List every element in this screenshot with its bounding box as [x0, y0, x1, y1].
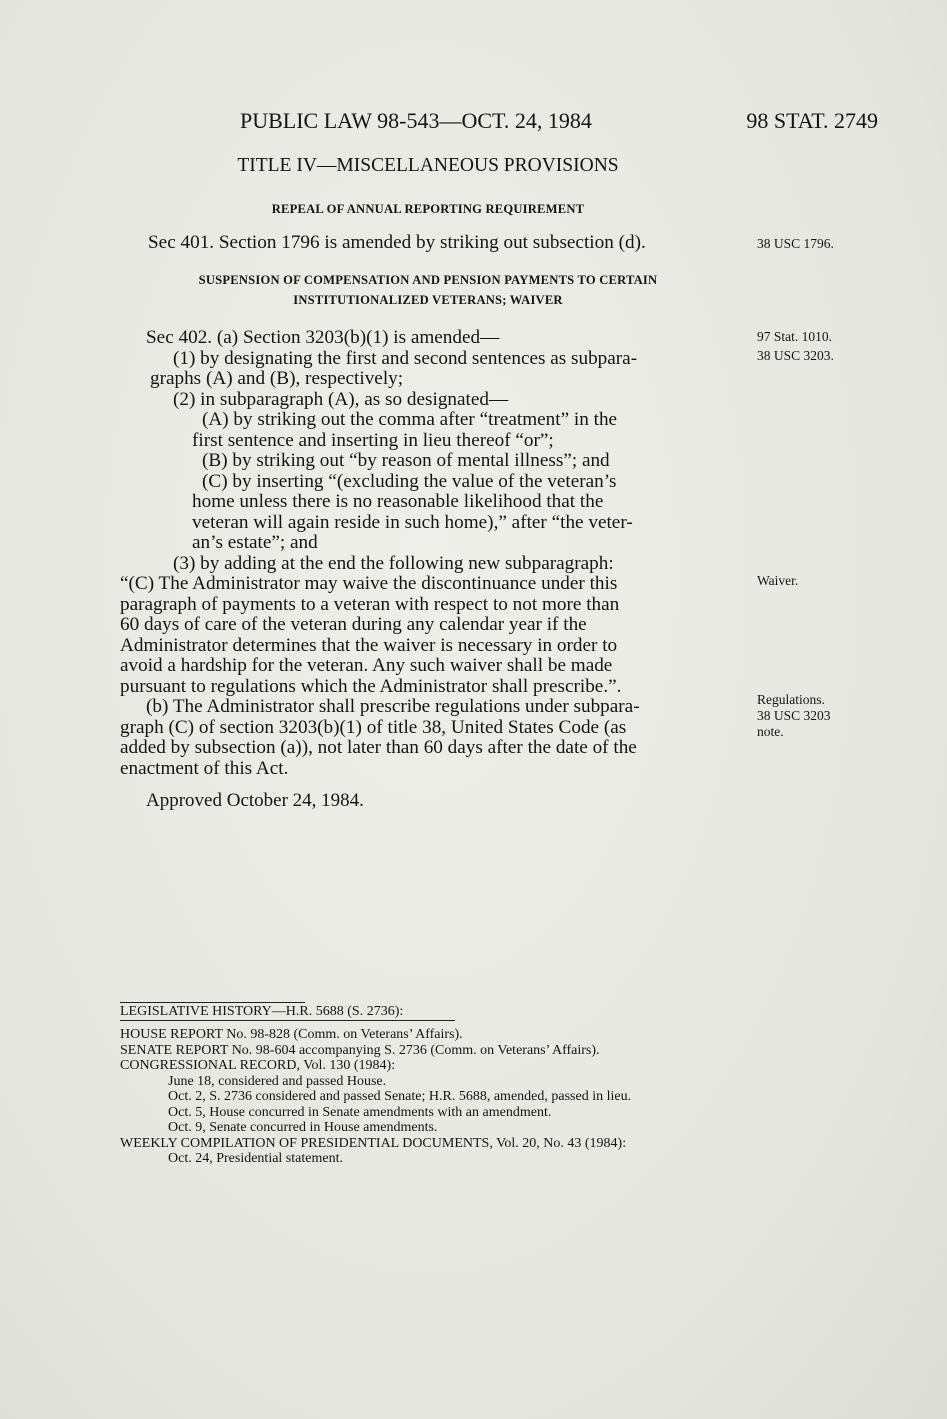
legislative-history: [120, 1027, 760, 1167]
section-402: [120, 328, 736, 779]
margin-note-97-stat-1010: 97 Stat. 1010.: [757, 329, 833, 344]
text-line: (3) by adding at the end the following new subparagraph:: [173, 552, 614, 574]
section-heading-repeal: REPEAL OF ANNUAL REPORTING REQUIREMENT: [271, 202, 585, 216]
text-line: added by subsection (a)), not later than 60 days after the date of the: [120, 737, 637, 758]
history-line: June 18, considered and passed House.: [168, 1073, 387, 1089]
approval-date: Approved October 24, 1984.: [146, 790, 364, 811]
public-law-citation: PUBLIC LAW 98-543—OCT. 24, 1984: [240, 108, 592, 133]
text-line: Sec 402. (a) Section 3203(b)(1) is amended—: [146, 327, 500, 348]
legislative-history-heading: LEGISLATIVE HISTORY—H.R. 5688 (S. 2736):: [120, 1004, 404, 1019]
history-line: Oct. 24, Presidential statement.: [168, 1151, 343, 1166]
divider-rule: [120, 1020, 455, 1021]
section-401: [148, 233, 748, 254]
text-line: an’s estate”; and: [192, 532, 318, 553]
history-line: CONGRESSIONAL RECORD, Vol. 130 (1984):: [120, 1058, 396, 1073]
text-line: avoid a hardship for the veteran. Any such waiver shall be made: [120, 655, 613, 676]
section-401-text: 401. Section 1796 is amended by striking out subsection (d).: [175, 232, 646, 253]
margin-note-note: note.: [757, 724, 784, 739]
text-line: “(C) The Administrator may waive the discontinuance under this: [120, 573, 618, 594]
margin-note-regulations: Regulations.: [757, 692, 825, 707]
page-header: [240, 108, 880, 142]
text-line: (B) by striking out “by reason of mental illness”; and: [202, 450, 610, 471]
statute-page-number: 98 STAT. 2749: [746, 108, 878, 133]
legislative-history-title: [120, 1004, 760, 1020]
history-line: Oct. 2, S. 2736 considered and passed Senate; H.R. 5688, amended, passed in lieu.: [168, 1089, 632, 1104]
margin-note-waiver: Waiver.: [757, 573, 799, 588]
text-line: (C) by inserting “(excluding the value of the veteran’s: [202, 470, 617, 492]
text-line: home unless there is no reasonable likelihood that the: [192, 491, 604, 512]
text-line: (1) by designating the first and second sentences as subpara-: [173, 347, 638, 369]
text-line: Administrator determines that the waiver is necessary in order to: [120, 634, 618, 656]
text-line: enactment of this Act.: [120, 757, 289, 779]
divider-rule: [120, 1002, 305, 1003]
text-line: veteran will again reside in such home),” after “the veter-: [192, 511, 633, 533]
history-line: SENATE REPORT No. 98-604 accompanying S. 2736 (Comm. on Veterans’ Affairs).: [120, 1042, 600, 1058]
history-line: HOUSE REPORT No. 98-828 (Comm. on Veterans’ Affairs).: [120, 1027, 463, 1042]
section-heading-suspension: [120, 270, 736, 310]
text-line: (b) The Administrator shall prescribe regulations under subpara-: [146, 696, 640, 717]
heading-line: INSTITUTIONALIZED VETERANS; WAIVER: [293, 293, 563, 307]
sec-label: Sec: [148, 232, 176, 253]
sec-label: Sec: [146, 327, 174, 348]
text-line: (2) in subparagraph (A), as so designated—: [173, 388, 509, 410]
text-line: first sentence and inserting in lieu thereof “or”;: [192, 429, 554, 451]
text-line: graph (C) of section 3203(b)(1) of title 38, United States Code (as: [120, 716, 627, 738]
text-line: graphs (A) and (B), respectively;: [150, 368, 404, 389]
text-line: paragraph of payments to a veteran with respect to not more than: [120, 593, 620, 615]
text-line: (A) by striking out the comma after “treatment” in the: [202, 409, 618, 430]
text-line: pursuant to regulations which the Administrator shall prescribe.”.: [120, 675, 622, 697]
heading-line: SUSPENSION OF COMPENSATION AND PENSION PAYMENTS TO CERTAIN: [198, 273, 658, 287]
history-line: WEEKLY COMPILATION OF PRESIDENTIAL DOCUMENTS, Vol. 20, No. 43 (1984):: [120, 1135, 627, 1151]
margin-note-38-usc-3203: 38 USC 3203.: [757, 348, 834, 363]
text-line: 60 days of care of the veteran during any calendar year if the: [120, 614, 587, 635]
margin-note-38-usc-1796: 38 USC 1796.: [757, 236, 834, 251]
history-line: Oct. 5, House concurred in Senate amendments with an amendment.: [168, 1104, 552, 1120]
title-heading: TITLE IV—MISCELLANEOUS PROVISIONS: [237, 155, 619, 176]
margin-note-38-usc-3203-note: 38 USC 3203: [757, 708, 831, 723]
history-line: Oct. 9, Senate concurred in House amendments.: [168, 1120, 438, 1135]
